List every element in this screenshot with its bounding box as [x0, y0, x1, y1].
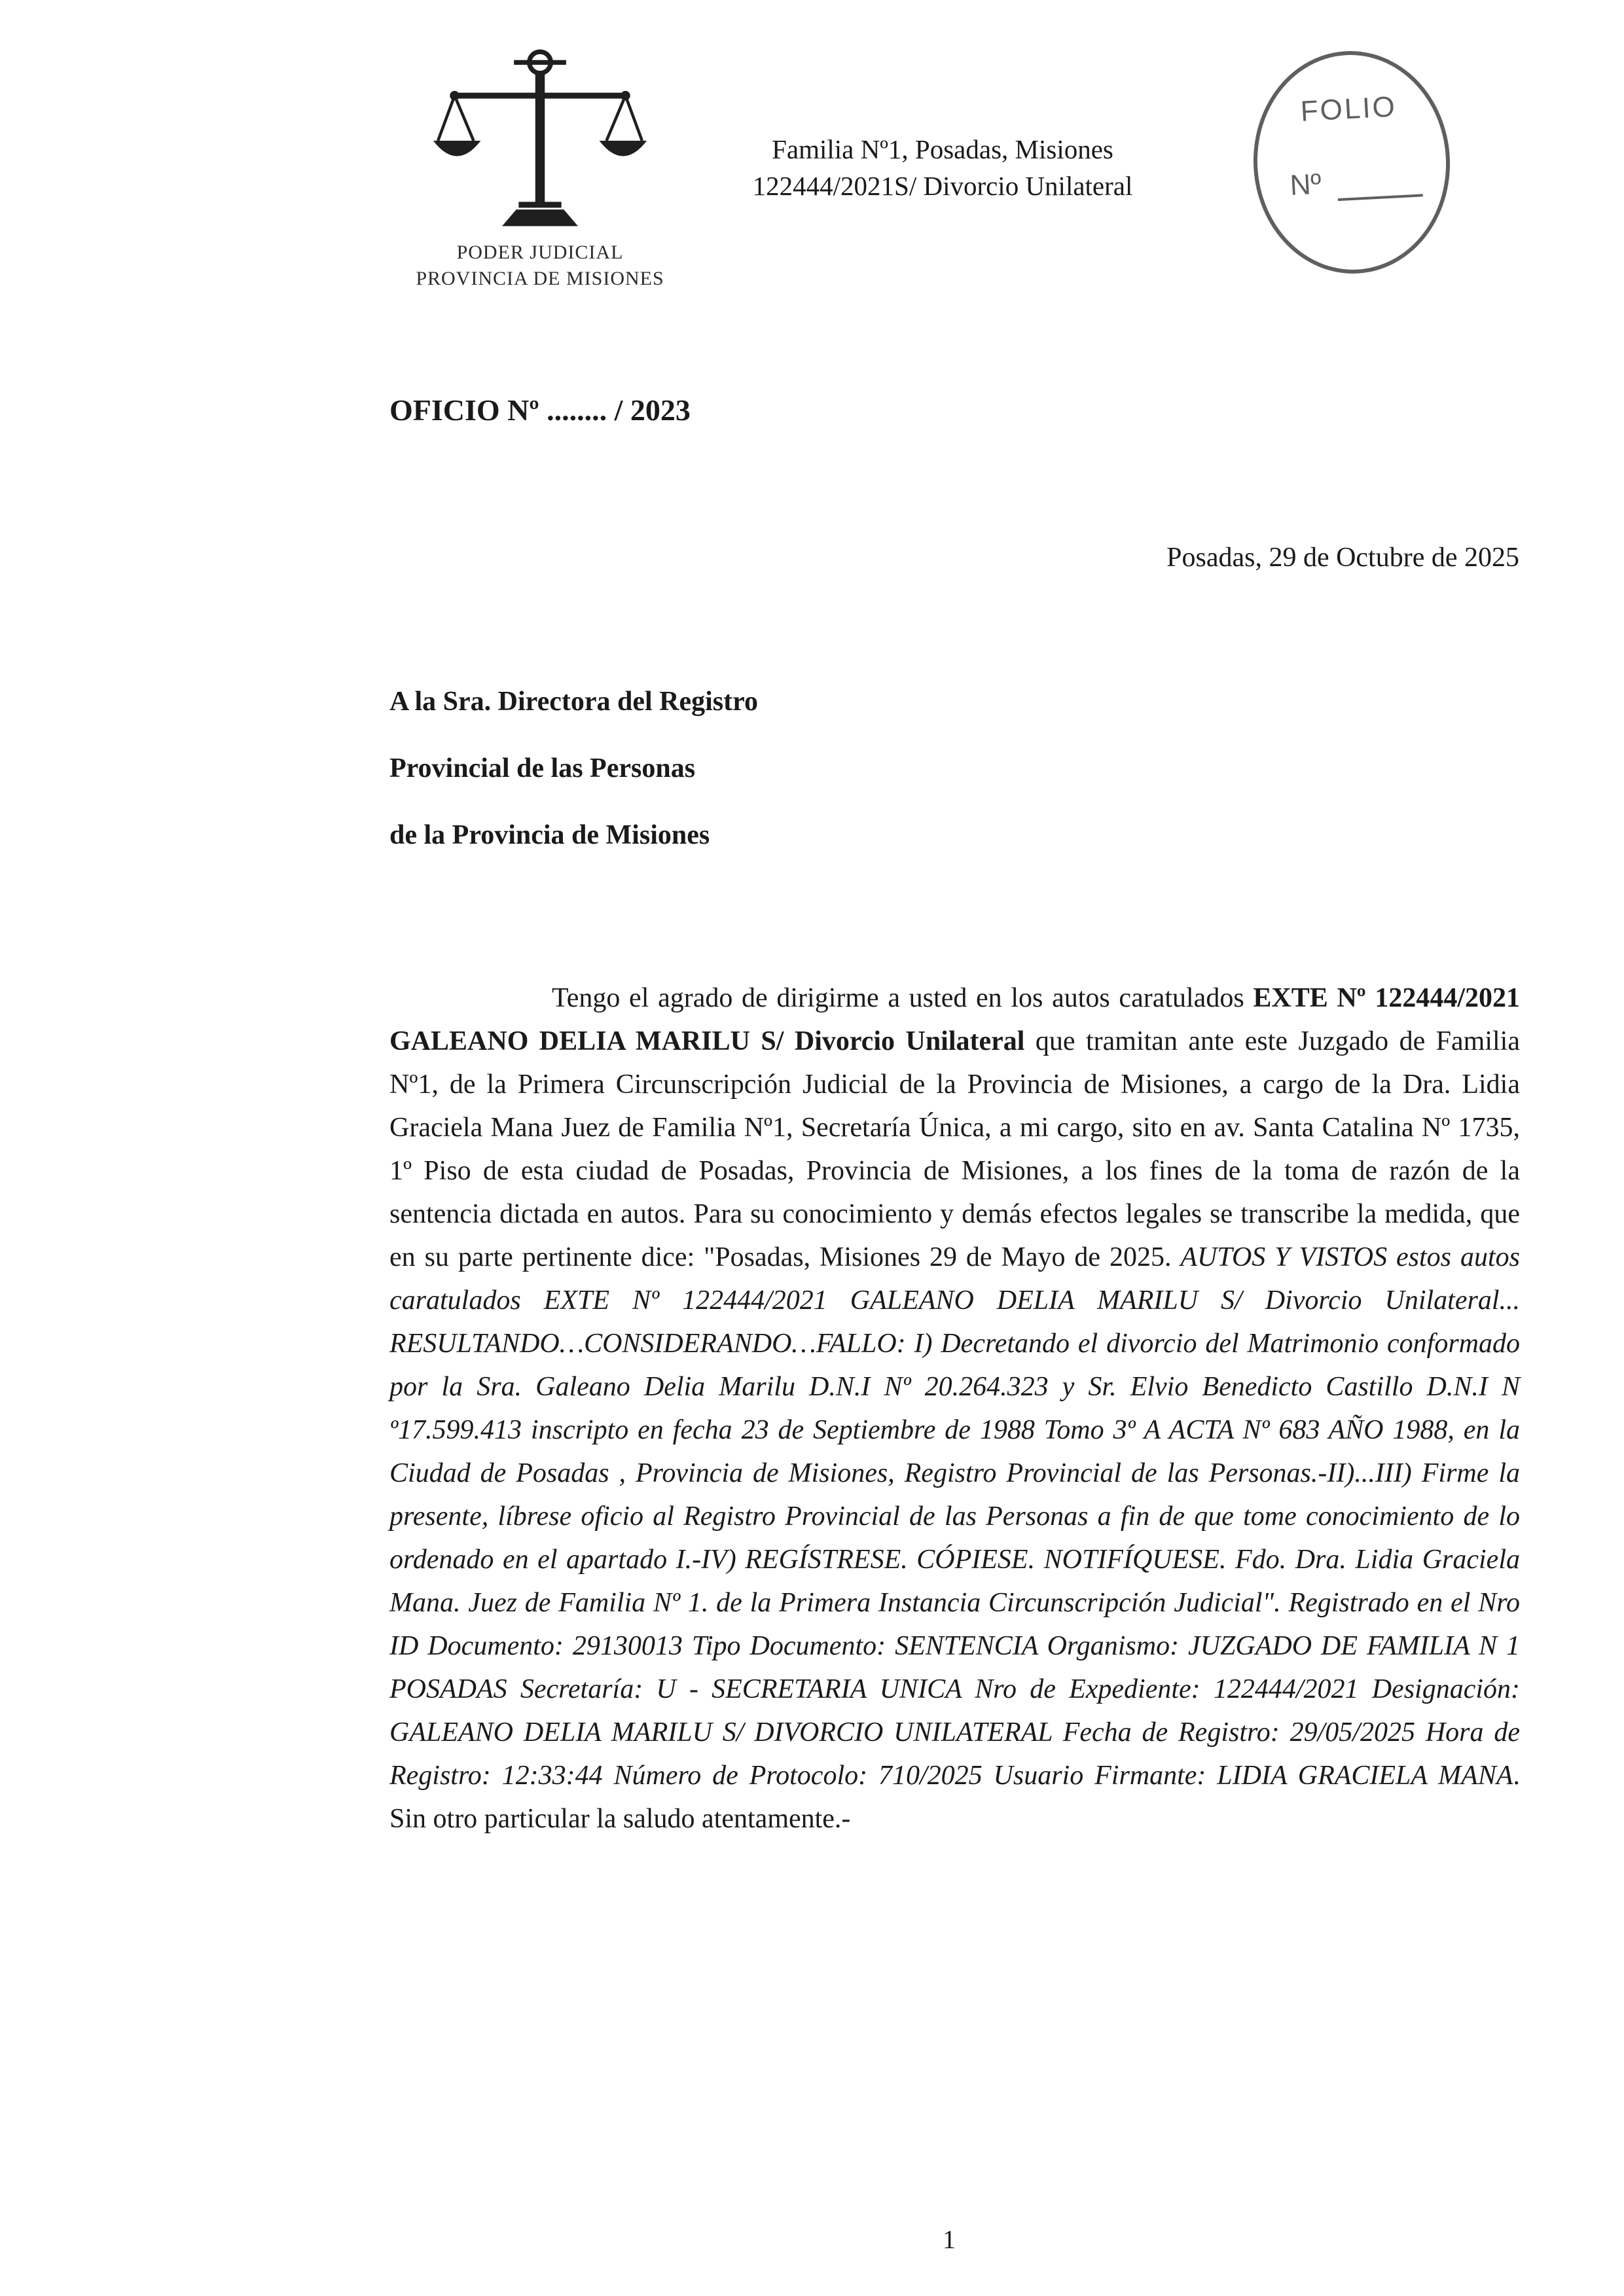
date-line: Posadas, 29 de Octubre de 2025	[1166, 543, 1519, 573]
logo-caption-line2: PROVINCIA DE MISIONES	[416, 268, 664, 289]
recipient-line1: A la Sra. Directora del Registro	[389, 687, 759, 717]
folio-stamp-number-label: Nº	[1289, 168, 1322, 202]
folio-stamp-label: FOLIO	[1299, 90, 1398, 128]
recipient-line3: de la Provincia de Misiones	[389, 820, 710, 850]
recipient-line2: Provincial de las Personas	[389, 753, 696, 783]
logo-caption-line1: PODER JUDICIAL	[456, 242, 624, 263]
judicial-logo	[399, 46, 681, 292]
scales-of-justice-icon	[425, 46, 655, 236]
recipient-block	[389, 686, 758, 886]
case-reference-court: Familia Nº1, Posadas, Misiones	[772, 134, 1113, 164]
oficio-title: OFICIO Nº ........ / 2023	[389, 393, 691, 427]
body-paragraph	[389, 977, 1520, 1840]
body-segment-court-details: que tramitan ante este Juzgado de Familia Nº1, de la Primera Circunscripción Judicial de la Provincia de Misiones, a cargo de la Dra. Lidia Graciela Mana Juez de Familia Nº1, Secretaría Única, a mi cargo, sito en av. Santa Catalina Nº 1735, 1º Piso de esta ciudad de Posadas, Provincia de Misiones, a los fines de la toma de razón de la sentencia dictada en autos. Para su conocimiento y demás efectos legales se transcribe la medida, que en su parte pertinente dice: "Posadas, Misiones 29 de Mayo de 2025.	[389, 1026, 1520, 1272]
case-reference-expediente: 122444/2021S/ Divorcio Unilateral	[752, 171, 1133, 201]
folio-stamp	[1248, 46, 1455, 278]
case-reference	[694, 131, 1191, 204]
body-segment-sentence-transcript: AUTOS Y VISTOS estos autos caratulados EXTE Nº 122444/2021 GALEANO DELIA MARILU S/ Divorcio Unilateral... RESULTANDO…CONSIDERANDO…FALLO: I) Decretando el divorcio del Matrimonio conformado por la Sra. Galeano Delia Marilu D.N.I Nº 20.264.323 y Sr. Elvio Benedicto Castillo D.N.I N º17.599.413 inscripto en fecha 23 de Septiembre de 1988 Tomo 3º A ACTA Nº 683 AÑO 1988, en la Ciudad de Posadas , Provincia de Misiones, Registro Provincial de las Personas.-II)...III) Firme la presente, líbrese oficio al Registro Provincial de las Personas a fin de que tome conocimiento de lo ordenado en el apartado I.-IV) REGÍSTRESE. CÓPIESE. NOTIFÍQUESE. Fdo. Dra. Lidia Graciela Mana. Juez de Familia Nº 1. de la Primera Instancia Circunscripción Judicial". Registrado en el Nro ID Documento: 29130013 Tipo Documento: SENTENCIA Organismo: JUZGADO DE FAMILIA N 1 POSADAS Secretaría: U - SECRETARIA UNICA Nro de Expediente: 122444/2021 Designación: GALEANO DELIA MARILU S/ DIVORCIO UNILATERAL Fecha de Registro: 29/05/2025 Hora de Registro: 12:33:44 Número de Protocolo: 710/2025 Usuario Firmante: LIDIA GRACIELA MANA	[389, 1242, 1520, 1791]
body-segment-intro: Tengo el agrado de dirigirme a usted en los autos caratulados	[552, 983, 1254, 1013]
body-segment-closing: . Sin otro particular la saludo atentamente.-	[389, 1761, 1520, 1834]
page-number: 1	[943, 2225, 956, 2254]
body-segment-expediente-bold: EXTE Nº 122444/2021 GALEANO DELIA MARILU S/ Divorcio Unilateral	[389, 983, 1520, 1056]
folio-stamp-blank-line	[1338, 194, 1423, 201]
